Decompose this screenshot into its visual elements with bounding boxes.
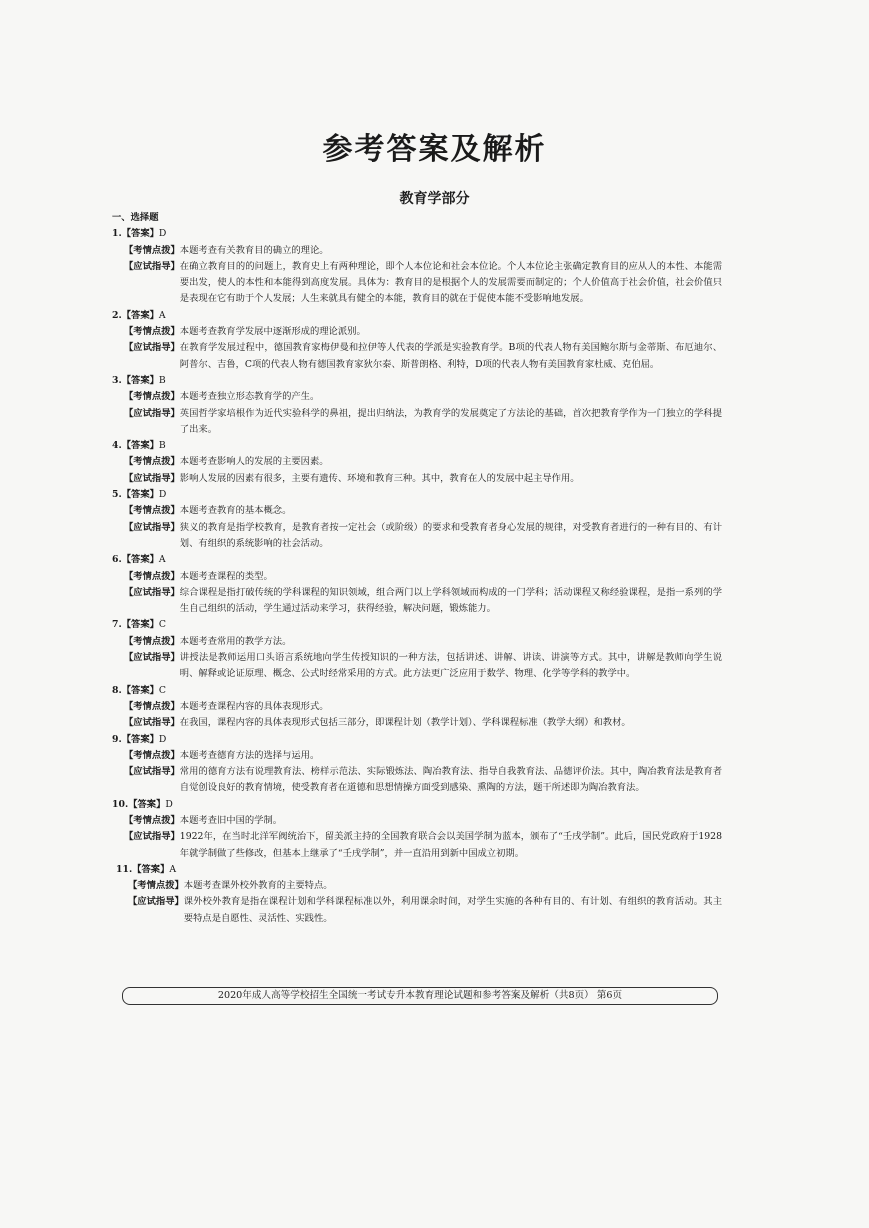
analysis-row — [112, 813, 722, 829]
analysis-text: 本题考查课程的类型。 — [179, 570, 273, 582]
answer-line — [112, 438, 722, 454]
question-item — [112, 373, 722, 438]
answer-line — [112, 617, 722, 633]
analysis-row — [112, 634, 722, 650]
answer-value: A — [158, 309, 166, 321]
question-item — [112, 487, 722, 552]
answer-value: A — [169, 863, 177, 875]
analysis-row — [112, 699, 722, 715]
guide-text: 在我国，课程内容的具体表现形式包括三部分，即课程计划（教学计划）、学科课程标准（教学大纲）和教材。 — [179, 717, 631, 729]
answer-line — [112, 487, 722, 503]
answer-label: 【答案】 — [121, 554, 159, 566]
guide-label: 【应试指导】 — [124, 407, 180, 419]
answer-value: B — [158, 440, 166, 452]
answer-label: 【答案】 — [121, 228, 159, 240]
page-title: 参考答案及解析 — [322, 132, 547, 167]
analysis-label: 【考情点拨】 — [124, 814, 180, 826]
question-item — [112, 797, 722, 862]
page-footer — [122, 987, 718, 1005]
question-number: 1. — [112, 228, 122, 240]
guide-text: 影响人发展的因素有很多，主要有遗传、环境和教育三种。其中，教育在人的发展中起主导作用。 — [179, 472, 580, 484]
analysis-row — [112, 324, 722, 340]
guide-text: 综合课程是指打破传统的学科课程的知识领域，组合两门以上学科领域而构成的一门学科；活动课程又称经验课程，是指一系列的学生自己组织的活动，学生通过活动来学习，获得经验，解决问题，锻炼能力。 — [179, 586, 722, 615]
analysis-text: 本题考查影响人的发展的主要因素。 — [179, 456, 329, 468]
answer-line — [112, 226, 722, 242]
analysis-row — [112, 503, 722, 519]
analysis-row — [112, 748, 722, 764]
guide-row — [112, 650, 722, 683]
guide-row — [112, 471, 722, 487]
answer-label: 【答案】 — [121, 309, 159, 321]
answer-value: C — [158, 684, 167, 696]
question-number: 6. — [112, 554, 122, 566]
analysis-row — [112, 243, 722, 259]
answer-line — [112, 732, 722, 748]
answer-label: 【答案】 — [121, 684, 159, 696]
answer-line — [112, 683, 722, 699]
footer-text: 2020年成人高等学校招生全国统一考试专升本教育理论试题和参考答案及解析（共8页） 第6页 — [217, 990, 623, 1001]
analysis-label: 【考情点拨】 — [124, 391, 180, 403]
guide-label: 【应试指导】 — [124, 652, 180, 664]
analysis-label: 【考情点拨】 — [124, 456, 180, 468]
question-number: 2. — [112, 309, 122, 321]
question-number: 11. — [116, 863, 133, 875]
analysis-label: 【考情点拨】 — [124, 505, 180, 517]
guide-row — [112, 764, 722, 797]
answer-line — [112, 862, 722, 878]
guide-text: 英国哲学家培根作为近代实验科学的鼻祖，提出归纳法，为教育学的发展奠定了方法论的基础，首次把教育学作为一门独立的学科提了出来。 — [179, 407, 722, 435]
analysis-text: 本题考查旧中国的学制。 — [179, 814, 283, 826]
guide-row — [112, 259, 722, 308]
guide-row — [112, 520, 722, 553]
answer-label: 【答案】 — [121, 733, 159, 745]
answer-line — [112, 552, 722, 568]
question-number: 9. — [112, 733, 122, 745]
analysis-text: 本题考查独立形态教育学的产生。 — [179, 391, 320, 403]
answer-value: D — [158, 228, 167, 240]
guide-label: 【应试指导】 — [124, 831, 180, 843]
guide-text: 常用的德育方法有说理教育法、榜样示范法、实际锻炼法、陶冶教育法、指导自我教育法、品德评价法。其中，陶冶教育法是教育者自觉创设良好的教育情境，使受教育者在道德和思想情操方面受到感染、熏陶的方法，题干所述即为陶冶教育法。 — [179, 766, 722, 794]
guide-row — [112, 340, 722, 373]
guide-text: 狭义的教育是指学校教育，是教育者按一定社会（或阶级）的要求和受教育者身心发展的规律，对受教育者进行的一种有目的、有计划、有组织的系统影响的社会活动。 — [179, 521, 722, 549]
analysis-row — [112, 454, 722, 470]
answer-value: D — [158, 733, 167, 745]
guide-label: 【应试指导】 — [128, 896, 184, 908]
answer-line — [112, 797, 722, 813]
guide-label: 【应试指导】 — [124, 586, 180, 598]
question-item — [112, 552, 722, 617]
question-item — [112, 862, 722, 927]
answer-value: C — [158, 619, 167, 631]
question-number: 7. — [112, 619, 122, 631]
answer-content — [112, 210, 722, 927]
analysis-label: 【考情点拨】 — [128, 880, 184, 892]
guide-row — [112, 829, 722, 862]
answer-value: D — [165, 798, 173, 810]
guide-row — [112, 406, 722, 439]
answer-label: 【答案】 — [128, 798, 166, 810]
question-item — [112, 683, 722, 732]
guide-row — [112, 715, 722, 731]
analysis-row — [112, 569, 722, 585]
analysis-text: 本题考查课程内容的具体表现形式。 — [179, 700, 329, 712]
question-item — [112, 438, 722, 487]
question-item — [112, 617, 722, 682]
analysis-label: 【考情点拨】 — [124, 326, 180, 338]
guide-row — [112, 585, 722, 618]
guide-text: 讲授法是教师运用口头语言系统地向学生传授知识的一种方法，包括讲述、讲解、讲读、讲演等方式。其中，讲解是教师向学生说明、解释或论证原理、概念、公式时经常采用的方式。此方法更广泛应用于数学、物理、化学等学科的教学中。 — [179, 652, 722, 680]
question-number: 10. — [112, 798, 129, 810]
analysis-label: 【考情点拨】 — [124, 635, 180, 647]
section-title: 教育学部分 — [399, 191, 470, 207]
guide-text: 在确立教育目的的问题上，教育史上有两种理论，即个人本位论和社会本位论。个人本位论主张确定教育目的应从人的本性、本能需要出发，使人的本性和本能得到高度发展。具体为：教育目的是根据个人的发展需要而制定的；个人价值高于社会价值，社会价值只是表现在它有助于个人发展；人生来就具有健全的本能，教育目的就在于促使本能不受影响地发展。 — [179, 260, 722, 305]
question-item — [112, 226, 722, 307]
guide-label: 【应试指导】 — [124, 342, 180, 354]
guide-text: 课外校外教育是指在课程计划和学科课程标准以外，利用课余时间，对学生实施的各种有目的、有计划、有组织的教育活动。其主要特点是自愿性、灵活性、实践性。 — [183, 896, 722, 924]
analysis-text: 本题考查课外校外教育的主要特点。 — [183, 880, 333, 892]
analysis-row — [112, 878, 722, 894]
guide-label: 【应试指导】 — [124, 521, 180, 533]
guide-row — [112, 894, 722, 927]
answer-line — [112, 308, 722, 324]
question-number: 8. — [112, 684, 122, 696]
part-heading: 一、选择题 — [112, 212, 159, 223]
answer-label: 【答案】 — [121, 440, 159, 452]
question-item — [112, 308, 722, 373]
answer-value: B — [158, 374, 166, 386]
question-number: 3. — [112, 374, 122, 386]
analysis-text: 本题考查教育学发展中逐渐形成的理论派别。 — [179, 326, 366, 338]
answer-value: D — [158, 489, 167, 501]
question-list — [112, 226, 722, 927]
question-number: 5. — [112, 489, 122, 501]
guide-label: 【应试指导】 — [124, 766, 180, 778]
analysis-row — [112, 389, 722, 405]
analysis-label: 【考情点拨】 — [124, 244, 180, 256]
answer-value: A — [158, 554, 166, 566]
analysis-text: 本题考查德育方法的选择与运用。 — [179, 749, 320, 761]
guide-text: 1922年，在当时北洋军阀统治下，留美派主持的全国教育联合会以美国学制为蓝本，颁布了“壬戌学制”。此后，国民党政府于1928年就学制做了些修改，但基本上继承了“壬戌学制”，并一直沿用到新中国成立初期。 — [179, 831, 722, 859]
analysis-text: 本题考查有关教育目的确立的理论。 — [179, 244, 329, 256]
analysis-text: 本题考查常用的教学方法。 — [179, 635, 292, 647]
guide-label: 【应试指导】 — [124, 472, 180, 484]
guide-text: 在教育学发展过程中，德国教育家梅伊曼和拉伊等人代表的学派是实验教育学。B项的代表人物有美国鲍尔斯与金蒂斯、布厄迪尔、阿普尔、吉鲁，C项的代表人物有德国教育家狄尔泰、斯普朗格、利特，D项的代表人物有美国教育家杜威、克伯屈。 — [179, 342, 722, 370]
guide-label: 【应试指导】 — [124, 260, 180, 272]
analysis-text: 本题考查教育的基本概念。 — [179, 505, 292, 517]
analysis-label: 【考情点拨】 — [124, 570, 180, 582]
answer-label: 【答案】 — [121, 489, 159, 501]
question-item — [112, 732, 722, 797]
question-number: 4. — [112, 440, 122, 452]
answer-label: 【答案】 — [121, 619, 159, 631]
analysis-label: 【考情点拨】 — [124, 749, 180, 761]
answer-label: 【答案】 — [121, 374, 159, 386]
guide-label: 【应试指导】 — [124, 717, 180, 729]
answer-line — [112, 373, 722, 389]
analysis-label: 【考情点拨】 — [124, 700, 180, 712]
answer-label: 【答案】 — [132, 863, 170, 875]
